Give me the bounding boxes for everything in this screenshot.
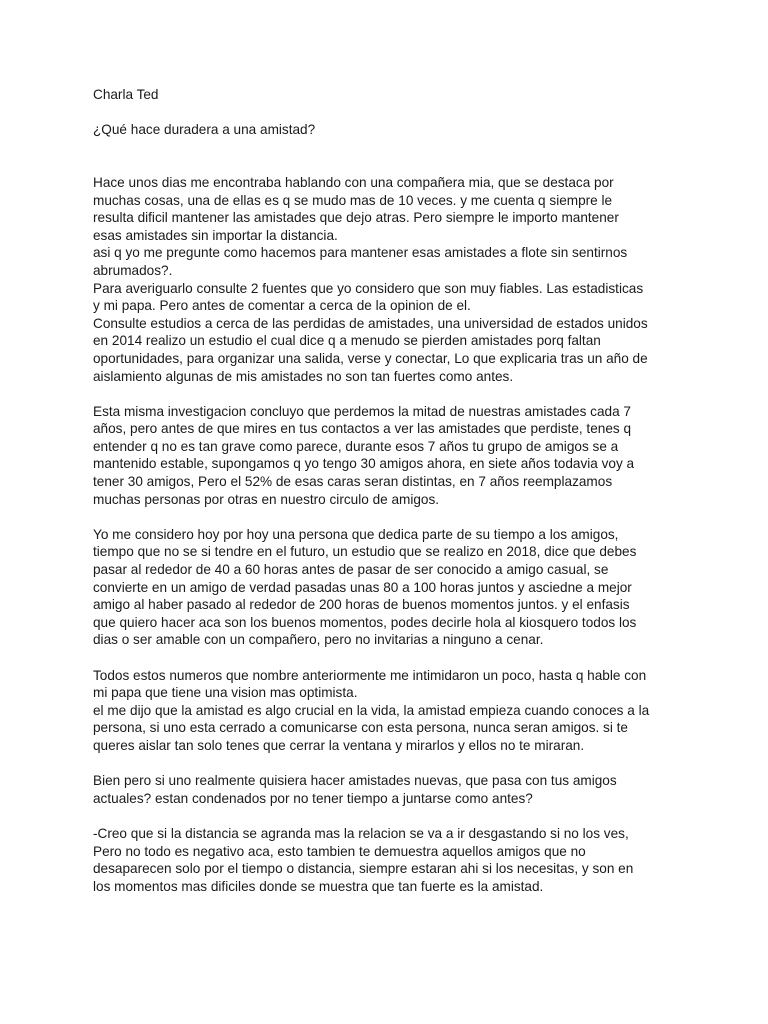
text-line: desaparecen solo por el tiempo o distancia, siempre estaran ahi si los necesitas, y son en bbox=[93, 861, 634, 877]
text-line: abrumados?. bbox=[93, 262, 173, 278]
text-line: en 2014 realizo un estudio el cual dice q a menudo se pierden amistades porq faltan bbox=[93, 333, 601, 349]
paragraph-spacer bbox=[93, 755, 693, 773]
text-line: Yo me considero hoy por hoy una persona que dedica parte de su tiempo a los amigos, bbox=[93, 526, 619, 542]
text-line: dias o ser amable con un compañero, pero no invitarias a ninguno a cenar. bbox=[93, 632, 544, 648]
text-line: resulta dificil mantener las amistades que dejo atras. Pero siempre le importo mantener bbox=[93, 210, 619, 226]
text-line: Para averiguarlo consulte 2 fuentes que yo considero que son muy fiables. Las estadisticas bbox=[93, 280, 644, 296]
document-body bbox=[93, 86, 693, 895]
text-line: y mi papa. Pero antes de comentar a cerca de la opinion de el. bbox=[93, 298, 471, 314]
text-line: Hace unos dias me encontraba hablando con una compañera mia, que se destaca por bbox=[93, 174, 614, 190]
text-line: persona, si uno esta cerrado a comunicarse con esta persona, nunca seran amigos. si te bbox=[93, 720, 628, 736]
text-line: -Creo que si la distancia se agranda mas la relacion se va a ir desgastando si no los ves, bbox=[93, 825, 629, 841]
document-title: Charla Ted bbox=[93, 87, 159, 102]
text-line: Todos estos numeros que nombre anteriormente me intimidaron un poco, hasta q hable con bbox=[93, 667, 647, 683]
text-line: mi papa que tiene una vision mas optimista. bbox=[93, 685, 358, 701]
text-line: tiempo que no se si tendre en el futuro, un estudio que se realizo en 2018, dice que debes bbox=[93, 544, 637, 560]
text-line: los momentos mas dificiles donde se muestra que tan fuerte es la amistad. bbox=[93, 878, 544, 894]
paragraph bbox=[93, 174, 693, 385]
paragraph-spacer bbox=[93, 385, 693, 403]
paragraph-list bbox=[93, 174, 693, 895]
text-line: tener 30 amigos, Pero el 52% de esas caras seran distintas, en 7 años reemplazamos bbox=[93, 474, 613, 490]
text-line: Bien pero si uno realmente quisiera hacer amistades nuevas, que pasa con tus amigos bbox=[93, 773, 617, 789]
text-line: pasar al rededor de 40 a 60 horas antes de pasar de ser conocido a amigo casual, se bbox=[93, 562, 609, 578]
paragraph-spacer bbox=[93, 508, 693, 526]
text-line: aislamiento algunas de mis amistades no son tan fuertes como antes. bbox=[93, 368, 514, 384]
paragraph-spacer bbox=[93, 649, 693, 667]
text-line: el me dijo que la amistad es algo crucial en la vida, la amistad empieza cuando conoces a la bbox=[93, 702, 650, 718]
spacer bbox=[93, 104, 693, 122]
paragraph-spacer bbox=[93, 807, 693, 825]
spacer bbox=[93, 139, 693, 174]
text-line: entender q no es tan grave como parece, durante esos 7 años tu grupo de amigos se a bbox=[93, 438, 619, 454]
paragraph bbox=[93, 403, 693, 509]
paragraph bbox=[93, 667, 693, 755]
text-line: muchas cosas, una de ellas es q se mudo mas de 10 veces. y me cuenta q siempre le bbox=[93, 192, 613, 208]
text-line: muchas personas por otras en nuestro circulo de amigos. bbox=[93, 491, 440, 507]
text-line: amigo al haber pasado al rededor de 200 horas de buenos momentos juntos. y el enfasis bbox=[93, 597, 630, 613]
text-line: Esta misma investigacion concluyo que perdemos la mitad de nuestras amistades cada 7 bbox=[93, 403, 631, 419]
paragraph bbox=[93, 825, 693, 895]
text-line: Consulte estudios a cerca de las perdidas de amistades, una universidad de estados unidos bbox=[93, 315, 648, 331]
text-line: Pero no todo es negativo aca, esto tambien te demuestra aquellos amigos que no bbox=[93, 843, 586, 859]
text-line: queres aislar tan solo tenes que cerrar la ventana y mirarlos y ellos no te miraran. bbox=[93, 737, 585, 753]
text-line: convierte en un amigo de verdad pasadas unas 80 a 100 horas juntos y asciedne a mejor bbox=[93, 579, 632, 595]
paragraph bbox=[93, 526, 693, 649]
text-line: esas amistades sin importar la distancia. bbox=[93, 227, 338, 243]
text-line: años, pero antes de que mires en tus contactos a ver las amistades que perdiste, tenes q bbox=[93, 421, 632, 437]
text-line: oportunidades, para organizar una salida, verse y conectar, Lo que explicaria tras un año de bbox=[93, 350, 648, 366]
text-line: mantenido estable, supongamos q yo tengo 30 amigos ahora, en siete años todavia voy a bbox=[93, 456, 635, 472]
text-line: actuales? estan condenados por no tener tiempo a juntarse como antes? bbox=[93, 790, 533, 806]
text-line: que quiero hacer aca son los buenos momentos, podes decirle hola al kiosquero todos los bbox=[93, 614, 637, 630]
text-line: asi q yo me pregunte como hacemos para mantener esas amistades a flote sin sentirnos bbox=[93, 245, 628, 261]
document-subtitle: ¿Qué hace duradera a una amistad? bbox=[93, 122, 316, 138]
paragraph bbox=[93, 772, 693, 807]
